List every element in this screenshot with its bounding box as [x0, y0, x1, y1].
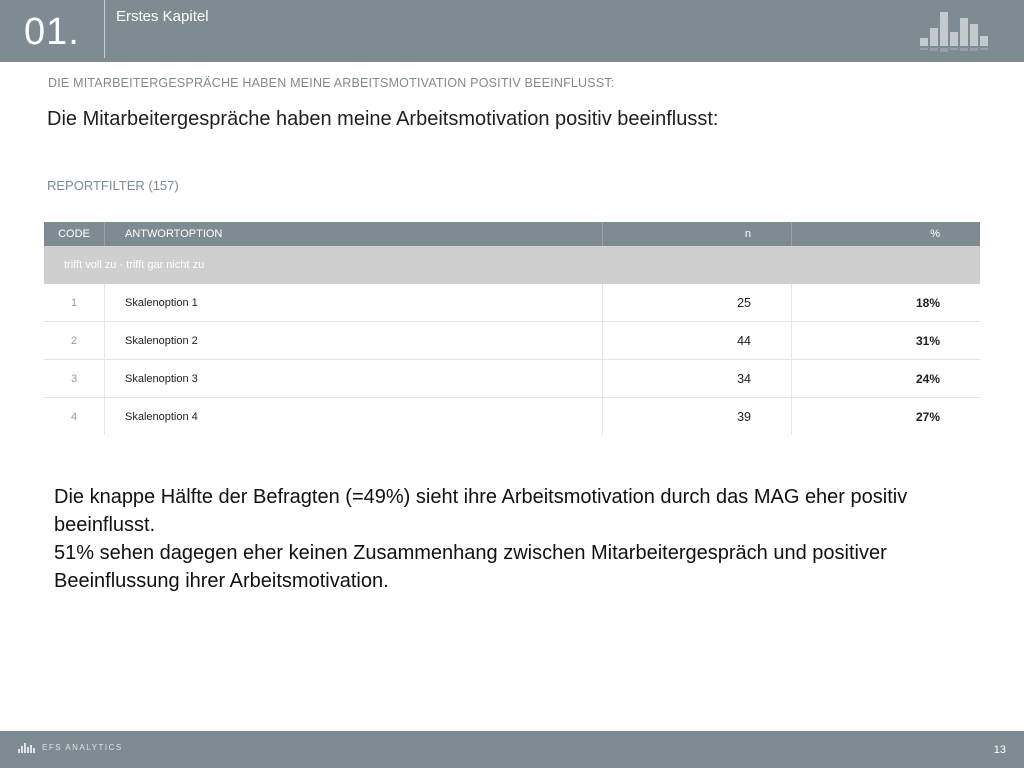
row-code: 1 [44, 284, 105, 322]
summary-line-1: Die knappe Hälfte der Befragten (=49%) sieht ihre Arbeitsmotivation durch das MAG eher positiv beeinflusst. [54, 486, 908, 536]
footer-bars-icon [18, 743, 36, 753]
row-label: Skalenoption 4 [105, 398, 603, 436]
question-title: Die Mitarbeitergespräche haben meine Arbeitsmotivation positiv beeinflusst: [47, 108, 719, 130]
page-number: 13 [993, 744, 1006, 756]
row-code: 4 [44, 398, 105, 436]
header-answer-option: ANTWORTOPTION [105, 222, 603, 246]
row-percent: 31% [792, 322, 981, 360]
chapter-title: Erstes Kapitel [116, 8, 209, 25]
summary-text [54, 483, 974, 595]
row-n: 39 [603, 398, 792, 436]
row-label: Skalenoption 2 [105, 322, 603, 360]
row-percent: 24% [792, 360, 981, 398]
header-code: CODE [44, 222, 105, 246]
chapter-divider [104, 0, 105, 58]
row-label: Skalenoption 3 [105, 360, 603, 398]
row-label: Skalenoption 1 [105, 284, 603, 322]
report-filter-label: REPORTFILTER (157) [47, 178, 179, 193]
chapter-number: 01. [24, 11, 80, 53]
header-bar [0, 0, 1024, 62]
table-header-row [44, 222, 980, 246]
table-row [44, 360, 980, 398]
table-row [44, 284, 980, 322]
row-n: 34 [603, 360, 792, 398]
row-code: 2 [44, 322, 105, 360]
row-code: 3 [44, 360, 105, 398]
header-n: n [603, 222, 792, 246]
row-n: 25 [603, 284, 792, 322]
bar-chart-logo-icon [920, 10, 996, 52]
row-percent: 18% [792, 284, 981, 322]
table-row [44, 322, 980, 360]
summary-line-2: 51% sehen dagegen eher keinen Zusammenhang zwischen Mitarbeitergespräch und positiver Beeinflussung ihrer Arbeitsmotivation. [54, 542, 887, 592]
section-subheading: DIE MITARBEITERGESPRÄCHE HABEN MEINE ARBEITSMOTIVATION POSITIV BEEINFLUSST: [48, 76, 615, 90]
results-table [44, 222, 980, 435]
row-percent: 27% [915, 409, 940, 424]
footer-bar [0, 731, 1024, 768]
footer-logo [18, 743, 123, 753]
footer-brand: EFS ANALYTICS [42, 743, 123, 752]
scale-label: trifft voll zu - trifft gar nicht zu [44, 246, 980, 284]
header-percent: % [792, 222, 981, 246]
row-n: 44 [603, 322, 792, 360]
table-row [44, 398, 980, 436]
scale-description-row [44, 246, 980, 284]
